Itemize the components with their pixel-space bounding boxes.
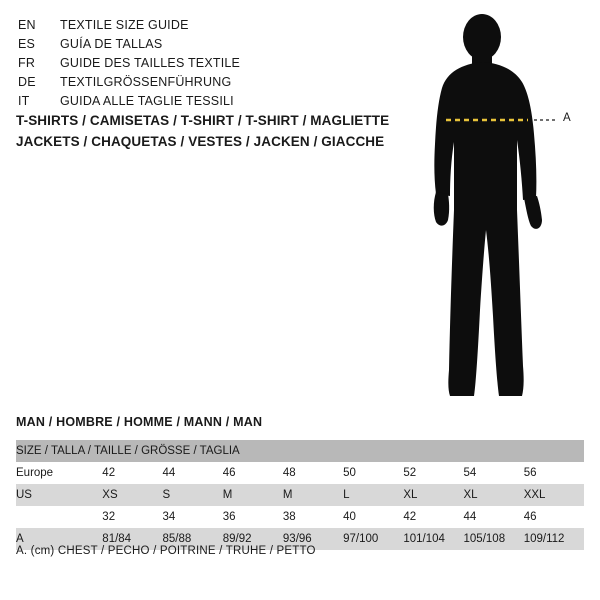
row-value: 109/112 (523, 533, 565, 545)
row-value: S (162, 489, 171, 501)
language-text: GUIDE DES TAILLES TEXTILE (60, 56, 241, 70)
language-row (18, 16, 418, 35)
row-value: 89/92 (222, 533, 252, 545)
row-value: 42 (403, 511, 417, 523)
row-value: XL (403, 489, 418, 501)
language-text: GUÍA DE TALLAS (60, 37, 163, 51)
size-table (16, 440, 584, 550)
language-code: ES (18, 37, 36, 51)
measure-marker-label: A (563, 112, 572, 124)
row-value: 50 (343, 467, 356, 479)
table-footnote: A. (cm) CHEST / PECHO / POITRINE / TRUHE / PETTO (16, 545, 316, 557)
row-value: 85/88 (162, 533, 192, 545)
body-figure (400, 10, 600, 410)
row-label (16, 506, 102, 528)
row-value: 93/96 (282, 533, 312, 545)
table-title: MAN / HOMBRE / HOMME / MANN / MAN (16, 415, 263, 429)
row-value: XL (463, 489, 478, 501)
row-value: L (343, 489, 350, 501)
row-value: 54 (463, 467, 477, 479)
row-value: 36 (222, 511, 236, 523)
row-value: 32 (102, 511, 116, 523)
table-header-row (16, 440, 584, 462)
row-value: 42 (102, 467, 116, 479)
row-value: 40 (343, 511, 356, 523)
row-value: 46 (222, 467, 236, 479)
row-value: 97/100 (343, 533, 379, 545)
language-row (18, 92, 418, 111)
language-text: GUIDA ALLE TAGLIE TESSILI (60, 94, 234, 108)
male-silhouette-icon (400, 10, 600, 410)
language-row (18, 54, 418, 73)
table-row (16, 506, 584, 528)
row-value: 34 (162, 511, 176, 523)
row-value: M (282, 489, 293, 501)
language-row (18, 73, 418, 92)
language-text: TEXTILGRÖSSENFÜHRUNG (60, 75, 232, 89)
language-code: FR (18, 56, 36, 70)
row-value: 44 (162, 467, 176, 479)
category-block (16, 110, 436, 152)
table-row (16, 462, 584, 484)
language-code: DE (18, 75, 36, 89)
category-line-tshirts: T-SHIRTS / CAMISETAS / T-SHIRT / T-SHIRT / MAGLIETTE (16, 113, 390, 128)
row-value: 105/108 (463, 533, 506, 545)
row-value: XXL (523, 489, 546, 501)
row-value: 48 (282, 467, 296, 479)
language-text: TEXTILE SIZE GUIDE (60, 18, 189, 32)
row-value: 101/104 (403, 533, 445, 545)
table-header-label: SIZE / TALLA / TAILLE / GRÖSSE / TAGLIA (16, 445, 240, 457)
language-code: EN (18, 18, 36, 32)
language-code: IT (18, 94, 30, 108)
row-value: M (222, 489, 233, 501)
language-guide-block (18, 16, 418, 111)
row-value: 56 (523, 467, 537, 479)
row-value: 52 (403, 467, 417, 479)
table-row (16, 484, 584, 506)
language-row (18, 35, 418, 54)
row-value: 44 (463, 511, 477, 523)
row-label: A (16, 533, 24, 545)
row-value: 46 (523, 511, 537, 523)
row-value: 81/84 (102, 533, 132, 545)
category-line-jackets: JACKETS / CHAQUETAS / VESTES / JACKEN / GIACCHE (16, 134, 385, 149)
row-label: US (16, 489, 32, 501)
row-value: 38 (282, 511, 296, 523)
row-label: Europe (16, 467, 54, 479)
row-value: XS (102, 489, 118, 501)
